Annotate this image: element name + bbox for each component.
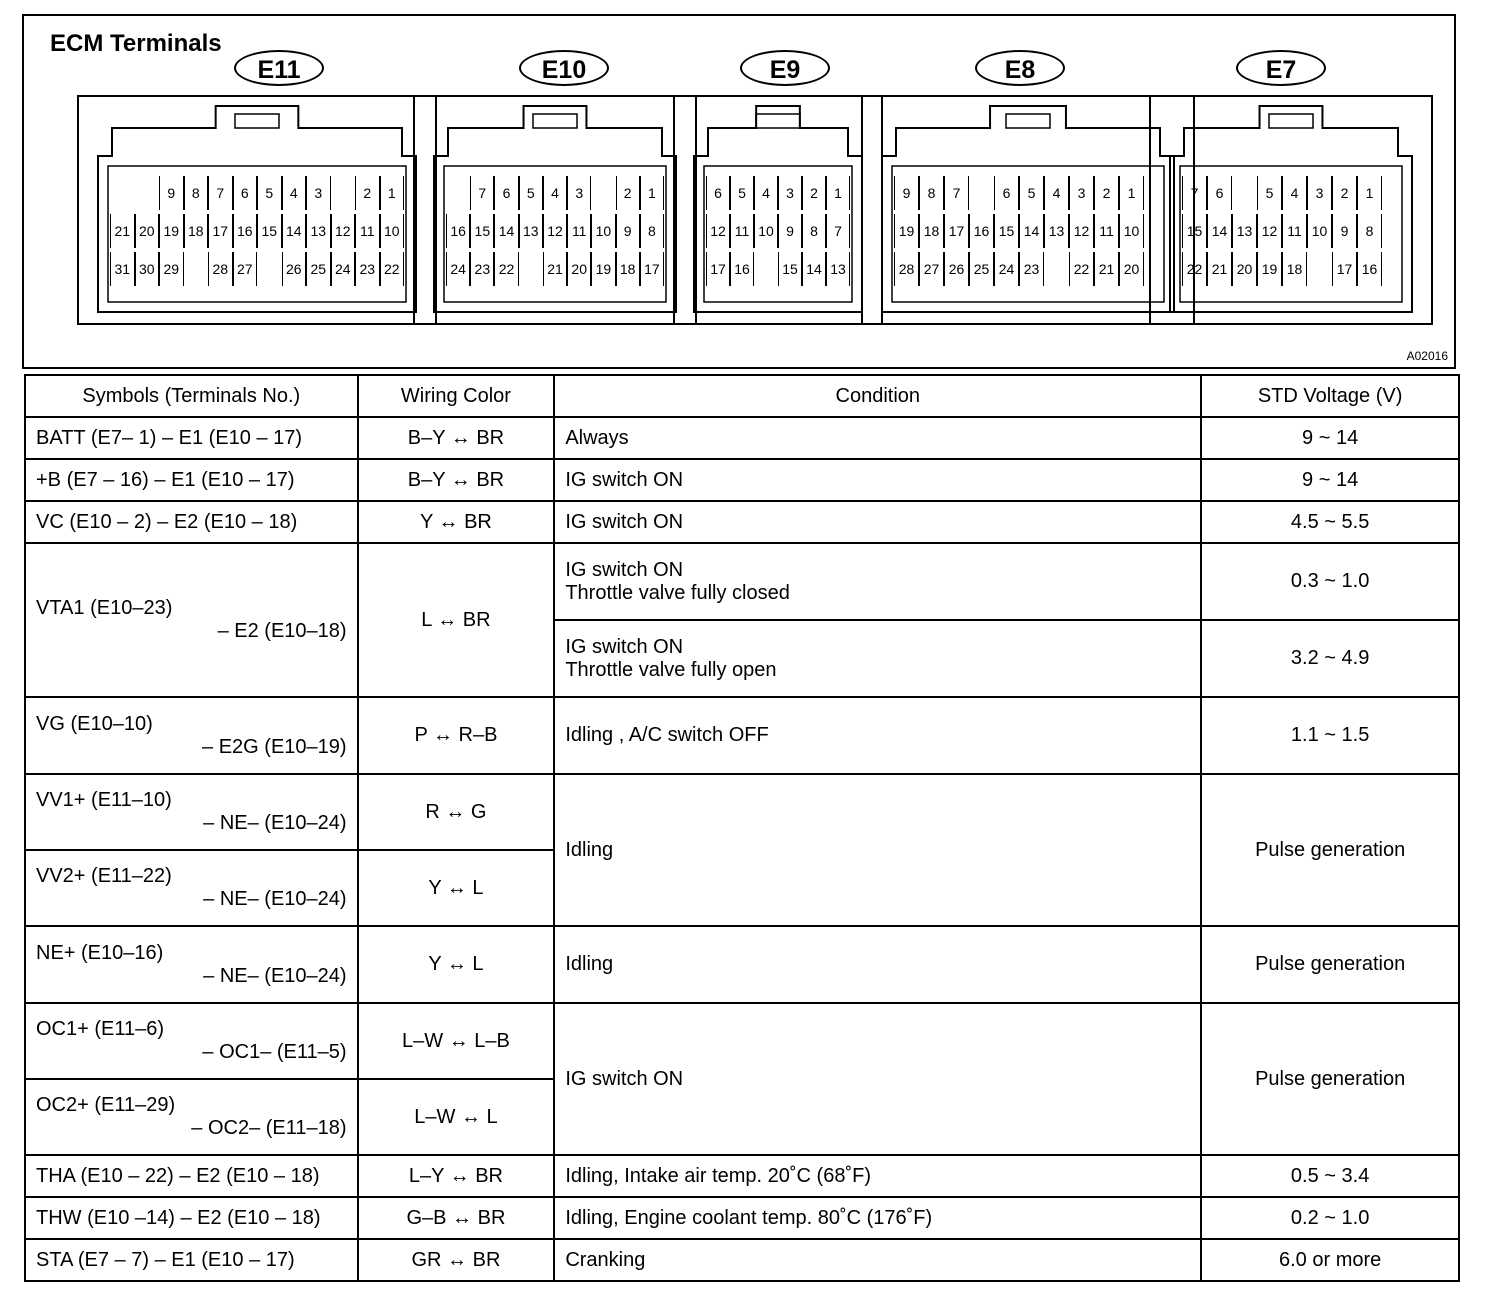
cell-wiring: P ↔ R–B — [358, 697, 555, 774]
terminal-pin: 7 — [1182, 176, 1207, 210]
terminal-pin: 11 — [1094, 214, 1119, 248]
cell-wiring: L ↔ BR — [358, 543, 555, 697]
cell-condition: Idling — [554, 926, 1201, 1003]
table-row — [25, 501, 1459, 543]
symbol-line: VTA1 (E10–23) — [36, 597, 173, 619]
terminal-pin: 6 — [1207, 176, 1232, 210]
connector-latch — [1006, 114, 1050, 128]
terminal-pin: 6 — [994, 176, 1019, 210]
cell-condition: Idling, Intake air temp. 20˚C (68˚F) — [554, 1155, 1201, 1197]
terminal-pin: 8 — [184, 176, 209, 210]
symbol-line: VG (E10–10) — [36, 712, 153, 735]
header-condition: Condition — [554, 375, 1201, 417]
symbol-line: OC1+ (E11–6) — [36, 1018, 165, 1040]
terminal-pin: 15 — [778, 252, 802, 286]
terminal-pin: 5 — [1257, 176, 1282, 210]
terminal-pin: 16 — [730, 252, 754, 286]
cell-symbol: +B (E7 – 16) – E1 (E10 – 17) — [25, 459, 358, 501]
cell-wiring: GR ↔ BR — [358, 1239, 555, 1281]
terminal-pin: 20 — [1119, 252, 1144, 286]
terminal-pin: 18 — [919, 214, 944, 248]
symbol-line: – E2 (E10–18) — [217, 620, 347, 642]
terminal-pin: 4 — [543, 176, 567, 210]
table-row — [25, 417, 1459, 459]
cell-voltage: 0.2 ~ 1.0 — [1201, 1197, 1459, 1239]
cell-wiring: R ↔ G — [358, 774, 555, 850]
terminal-pin: 6 — [494, 176, 518, 210]
table-row — [25, 1239, 1459, 1281]
terminal-pin: 9 — [159, 176, 184, 210]
table-row — [25, 926, 1459, 1003]
cell-condition: IG switch ON — [554, 1003, 1201, 1155]
header-wiring: Wiring Color — [358, 375, 555, 417]
terminal-pin: 3 — [1307, 176, 1332, 210]
connector-frame — [78, 96, 436, 324]
symbol-line: VV2+ (E11–22) — [36, 865, 172, 887]
terminal-pin: 19 — [159, 214, 184, 248]
terminal-pin: 16 — [969, 214, 994, 248]
terminal-pin: 11 — [1282, 214, 1307, 248]
terminal-pin: 21 — [1207, 252, 1232, 286]
connector-latch — [756, 114, 800, 128]
terminal-pin: 3 — [306, 176, 331, 210]
symbol-line: – OC1– (E11–5) — [202, 1041, 347, 1063]
cell-voltage: 4.5 ~ 5.5 — [1201, 501, 1459, 543]
terminal-pin: 19 — [1257, 252, 1282, 286]
terminal-pin: 5 — [730, 176, 754, 210]
connector-label: E10 — [519, 50, 609, 86]
terminal-pin: 17 — [944, 214, 969, 248]
cell-condition: Idling — [554, 774, 1201, 926]
condition-line: Throttle valve fully open — [565, 658, 777, 681]
connector-latch — [1269, 114, 1313, 128]
symbol-line: OC2+ (E11–29) — [36, 1094, 176, 1116]
terminal-pin: 12 — [1257, 214, 1282, 248]
terminal-pin: 12 — [543, 214, 567, 248]
terminal-pin: 16 — [446, 214, 470, 248]
terminal-pin: 13 — [1232, 214, 1257, 248]
symbol-line: VV1+ (E11–10) — [36, 789, 172, 811]
terminal-pin: 25 — [306, 252, 331, 286]
figure-code: A02016 — [1406, 349, 1448, 363]
terminal-pin: 8 — [802, 214, 826, 248]
terminal-pin: 7 — [944, 176, 969, 210]
cell-condition: IG switch ON — [554, 459, 1201, 501]
cell-wiring: L–W ↔ L–B — [358, 1003, 555, 1079]
terminal-pin: 18 — [184, 214, 209, 248]
connector-label: E9 — [740, 50, 830, 86]
cell-symbol — [25, 774, 358, 850]
terminal-pin: 13 — [519, 214, 543, 248]
connector-label: E8 — [975, 50, 1065, 86]
cell-condition: Idling , A/C switch OFF — [554, 697, 1201, 774]
terminal-pin: 23 — [355, 252, 380, 286]
cell-symbol: BATT (E7– 1) – E1 (E10 – 17) — [25, 417, 358, 459]
terminal-pin: 11 — [355, 214, 380, 248]
terminal-pin: 2 — [1094, 176, 1119, 210]
cell-wiring: L–W ↔ L — [358, 1079, 555, 1155]
terminal-pin: 1 — [380, 176, 405, 210]
connector-latch — [235, 114, 279, 128]
terminal-pin: 28 — [208, 252, 233, 286]
symbol-line: – NE– (E10–24) — [203, 812, 347, 834]
terminal-pin: 20 — [1232, 252, 1257, 286]
terminal-pin: 2 — [355, 176, 380, 210]
terminal-pin: 22 — [1069, 252, 1094, 286]
cell-voltage: 9 ~ 14 — [1201, 417, 1459, 459]
terminal-pin: 9 — [778, 214, 802, 248]
cell-voltage: 1.1 ~ 1.5 — [1201, 697, 1459, 774]
terminal-pin: 2 — [616, 176, 640, 210]
header-symbols: Symbols (Terminals No.) — [25, 375, 358, 417]
terminal-pin: 20 — [567, 252, 591, 286]
terminal-pin: 4 — [282, 176, 307, 210]
cell-symbol: STA (E7 – 7) – E1 (E10 – 17) — [25, 1239, 358, 1281]
terminal-pin: 9 — [1332, 214, 1357, 248]
terminal-pin: 5 — [1019, 176, 1044, 210]
terminal-pin: 22 — [380, 252, 405, 286]
terminal-pin: 26 — [282, 252, 307, 286]
terminal-pin: 14 — [802, 252, 826, 286]
cell-wiring: Y ↔ L — [358, 850, 555, 926]
cell-wiring: Y ↔ BR — [358, 501, 555, 543]
terminal-pin: 31 — [110, 252, 135, 286]
cell-voltage: Pulse generation — [1201, 926, 1459, 1003]
terminal-pin: 27 — [919, 252, 944, 286]
condition-line: IG switch ON — [565, 635, 684, 658]
cell-voltage: 0.3 ~ 1.0 — [1201, 543, 1459, 620]
cell-voltage: Pulse generation — [1201, 1003, 1459, 1155]
terminal-pin: 1 — [1357, 176, 1382, 210]
cell-voltage: 3.2 ~ 4.9 — [1201, 620, 1459, 697]
cell-voltage: 0.5 ~ 3.4 — [1201, 1155, 1459, 1197]
terminal-pin: 13 — [306, 214, 331, 248]
terminal-pin: 10 — [1119, 214, 1144, 248]
terminal-pin: 3 — [778, 176, 802, 210]
terminal-pin: 14 — [282, 214, 307, 248]
terminal-pin: 20 — [135, 214, 160, 248]
terminal-pin: 6 — [706, 176, 730, 210]
terminal-pin: 14 — [494, 214, 518, 248]
terminal-pin: 11 — [730, 214, 754, 248]
terminal-pin: 5 — [257, 176, 282, 210]
cell-condition: Idling, Engine coolant temp. 80˚C (176˚F) — [554, 1197, 1201, 1239]
terminal-pin: 4 — [754, 176, 778, 210]
terminal-pin: 12 — [1069, 214, 1094, 248]
terminal-pin: 15 — [257, 214, 282, 248]
terminal-pin: 17 — [208, 214, 233, 248]
terminal-pin: 1 — [640, 176, 664, 210]
terminal-pin: 29 — [159, 252, 184, 286]
header-voltage: STD Voltage (V) — [1201, 375, 1459, 417]
connector-label: E11 — [234, 50, 324, 86]
table-header-row — [25, 375, 1459, 417]
cell-symbol — [25, 850, 358, 926]
terminal-pin: 9 — [616, 214, 640, 248]
cell-symbol: THA (E10 – 22) – E2 (E10 – 18) — [25, 1155, 358, 1197]
connector-label: E7 — [1236, 50, 1326, 86]
connector-frame — [674, 96, 882, 324]
terminal-pin: 19 — [591, 252, 615, 286]
terminal-pin: 2 — [1332, 176, 1357, 210]
terminal-pin: 9 — [894, 176, 919, 210]
terminal-pin: 30 — [135, 252, 160, 286]
terminal-pin: 4 — [1044, 176, 1069, 210]
terminal-pin: 8 — [1357, 214, 1382, 248]
table-row — [25, 543, 1459, 620]
cell-voltage: Pulse generation — [1201, 774, 1459, 926]
terminal-pin: 8 — [919, 176, 944, 210]
terminal-pin: 7 — [208, 176, 233, 210]
terminal-pin: 5 — [519, 176, 543, 210]
cell-wiring: L–Y ↔ BR — [358, 1155, 555, 1197]
cell-symbol — [25, 1079, 358, 1155]
terminal-pin: 23 — [470, 252, 494, 286]
symbol-line: – NE– (E10–24) — [203, 964, 347, 987]
terminal-pin: 22 — [1182, 252, 1207, 286]
terminal-pin: 19 — [894, 214, 919, 248]
terminal-pin: 11 — [567, 214, 591, 248]
terminal-pin: 15 — [470, 214, 494, 248]
terminal-pin: 1 — [1119, 176, 1144, 210]
terminal-pin: 16 — [233, 214, 258, 248]
terminal-pin: 25 — [969, 252, 994, 286]
cell-voltage: 6.0 or more — [1201, 1239, 1459, 1281]
condition-line: Throttle valve fully closed — [565, 581, 790, 604]
terminal-pin: 22 — [494, 252, 518, 286]
cell-condition: Always — [554, 417, 1201, 459]
cell-wiring: Y ↔ L — [358, 926, 555, 1003]
terminal-pin: 24 — [446, 252, 470, 286]
connector-frame — [862, 96, 1194, 324]
table-row — [25, 697, 1459, 774]
terminal-pin: 10 — [1307, 214, 1332, 248]
terminal-pin: 8 — [640, 214, 664, 248]
table-row — [25, 774, 1459, 850]
terminal-pin: 21 — [110, 214, 135, 248]
cell-condition: Cranking — [554, 1239, 1201, 1281]
terminal-pin: 21 — [543, 252, 567, 286]
terminal-pin: 24 — [994, 252, 1019, 286]
cell-symbol: VC (E10 – 2) – E2 (E10 – 18) — [25, 501, 358, 543]
symbol-line: NE+ (E10–16) — [36, 941, 164, 964]
terminal-pin: 17 — [1332, 252, 1357, 286]
cell-wiring: G–B ↔ BR — [358, 1197, 555, 1239]
terminal-pin: 14 — [1207, 214, 1232, 248]
terminal-pin: 1 — [826, 176, 850, 210]
table-row — [25, 1197, 1459, 1239]
terminal-pin: 15 — [1182, 214, 1207, 248]
cell-symbol: THW (E10 –14) – E2 (E10 – 18) — [25, 1197, 358, 1239]
terminal-pin: 13 — [1044, 214, 1069, 248]
condition-line: IG switch ON — [565, 558, 684, 581]
terminal-pin: 13 — [826, 252, 850, 286]
terminal-pin: 6 — [233, 176, 258, 210]
terminal-pin: 21 — [1094, 252, 1119, 286]
cell-symbol — [25, 1003, 358, 1079]
symbol-line: – NE– (E10–24) — [203, 888, 347, 910]
terminal-pin: 7 — [826, 214, 850, 248]
symbol-line: – OC2– (E11–18) — [191, 1117, 347, 1139]
terminal-pin: 17 — [640, 252, 664, 286]
terminal-pin: 17 — [706, 252, 730, 286]
connector-frame — [414, 96, 696, 324]
terminal-pin: 14 — [1019, 214, 1044, 248]
terminal-pin: 23 — [1019, 252, 1044, 286]
cell-symbol — [25, 926, 358, 1003]
connector-frame — [1150, 96, 1432, 324]
table-row — [25, 459, 1459, 501]
terminal-pin: 18 — [1282, 252, 1307, 286]
cell-symbol — [25, 543, 358, 697]
terminal-spec-table — [24, 374, 1460, 1282]
terminal-pin: 10 — [754, 214, 778, 248]
terminal-pin: 7 — [470, 176, 494, 210]
terminal-pin: 3 — [567, 176, 591, 210]
terminal-pin: 10 — [591, 214, 615, 248]
cell-voltage: 9 ~ 14 — [1201, 459, 1459, 501]
terminal-pin: 27 — [233, 252, 258, 286]
cell-wiring: B–Y ↔ BR — [358, 417, 555, 459]
terminal-pin: 28 — [894, 252, 919, 286]
terminal-pin: 3 — [1069, 176, 1094, 210]
table-row — [25, 1003, 1459, 1079]
ecm-terminal-diagram — [22, 14, 1456, 369]
terminal-pin: 12 — [706, 214, 730, 248]
terminal-pin: 16 — [1357, 252, 1382, 286]
terminal-pin: 15 — [994, 214, 1019, 248]
symbol-line: – E2G (E10–19) — [202, 735, 347, 758]
cell-condition: IG switch ON — [554, 501, 1201, 543]
terminal-pin: 18 — [616, 252, 640, 286]
cell-symbol — [25, 697, 358, 774]
terminal-pin: 12 — [331, 214, 356, 248]
table-row — [25, 1155, 1459, 1197]
cell-condition — [554, 543, 1201, 620]
terminal-pin: 24 — [331, 252, 356, 286]
terminal-pin: 26 — [944, 252, 969, 286]
terminal-pin: 10 — [380, 214, 405, 248]
terminal-pin: 4 — [1282, 176, 1307, 210]
connector-latch — [533, 114, 577, 128]
diagram-title: ECM Terminals — [50, 30, 222, 57]
cell-condition — [554, 620, 1201, 697]
terminal-pin: 2 — [802, 176, 826, 210]
cell-wiring: B–Y ↔ BR — [358, 459, 555, 501]
